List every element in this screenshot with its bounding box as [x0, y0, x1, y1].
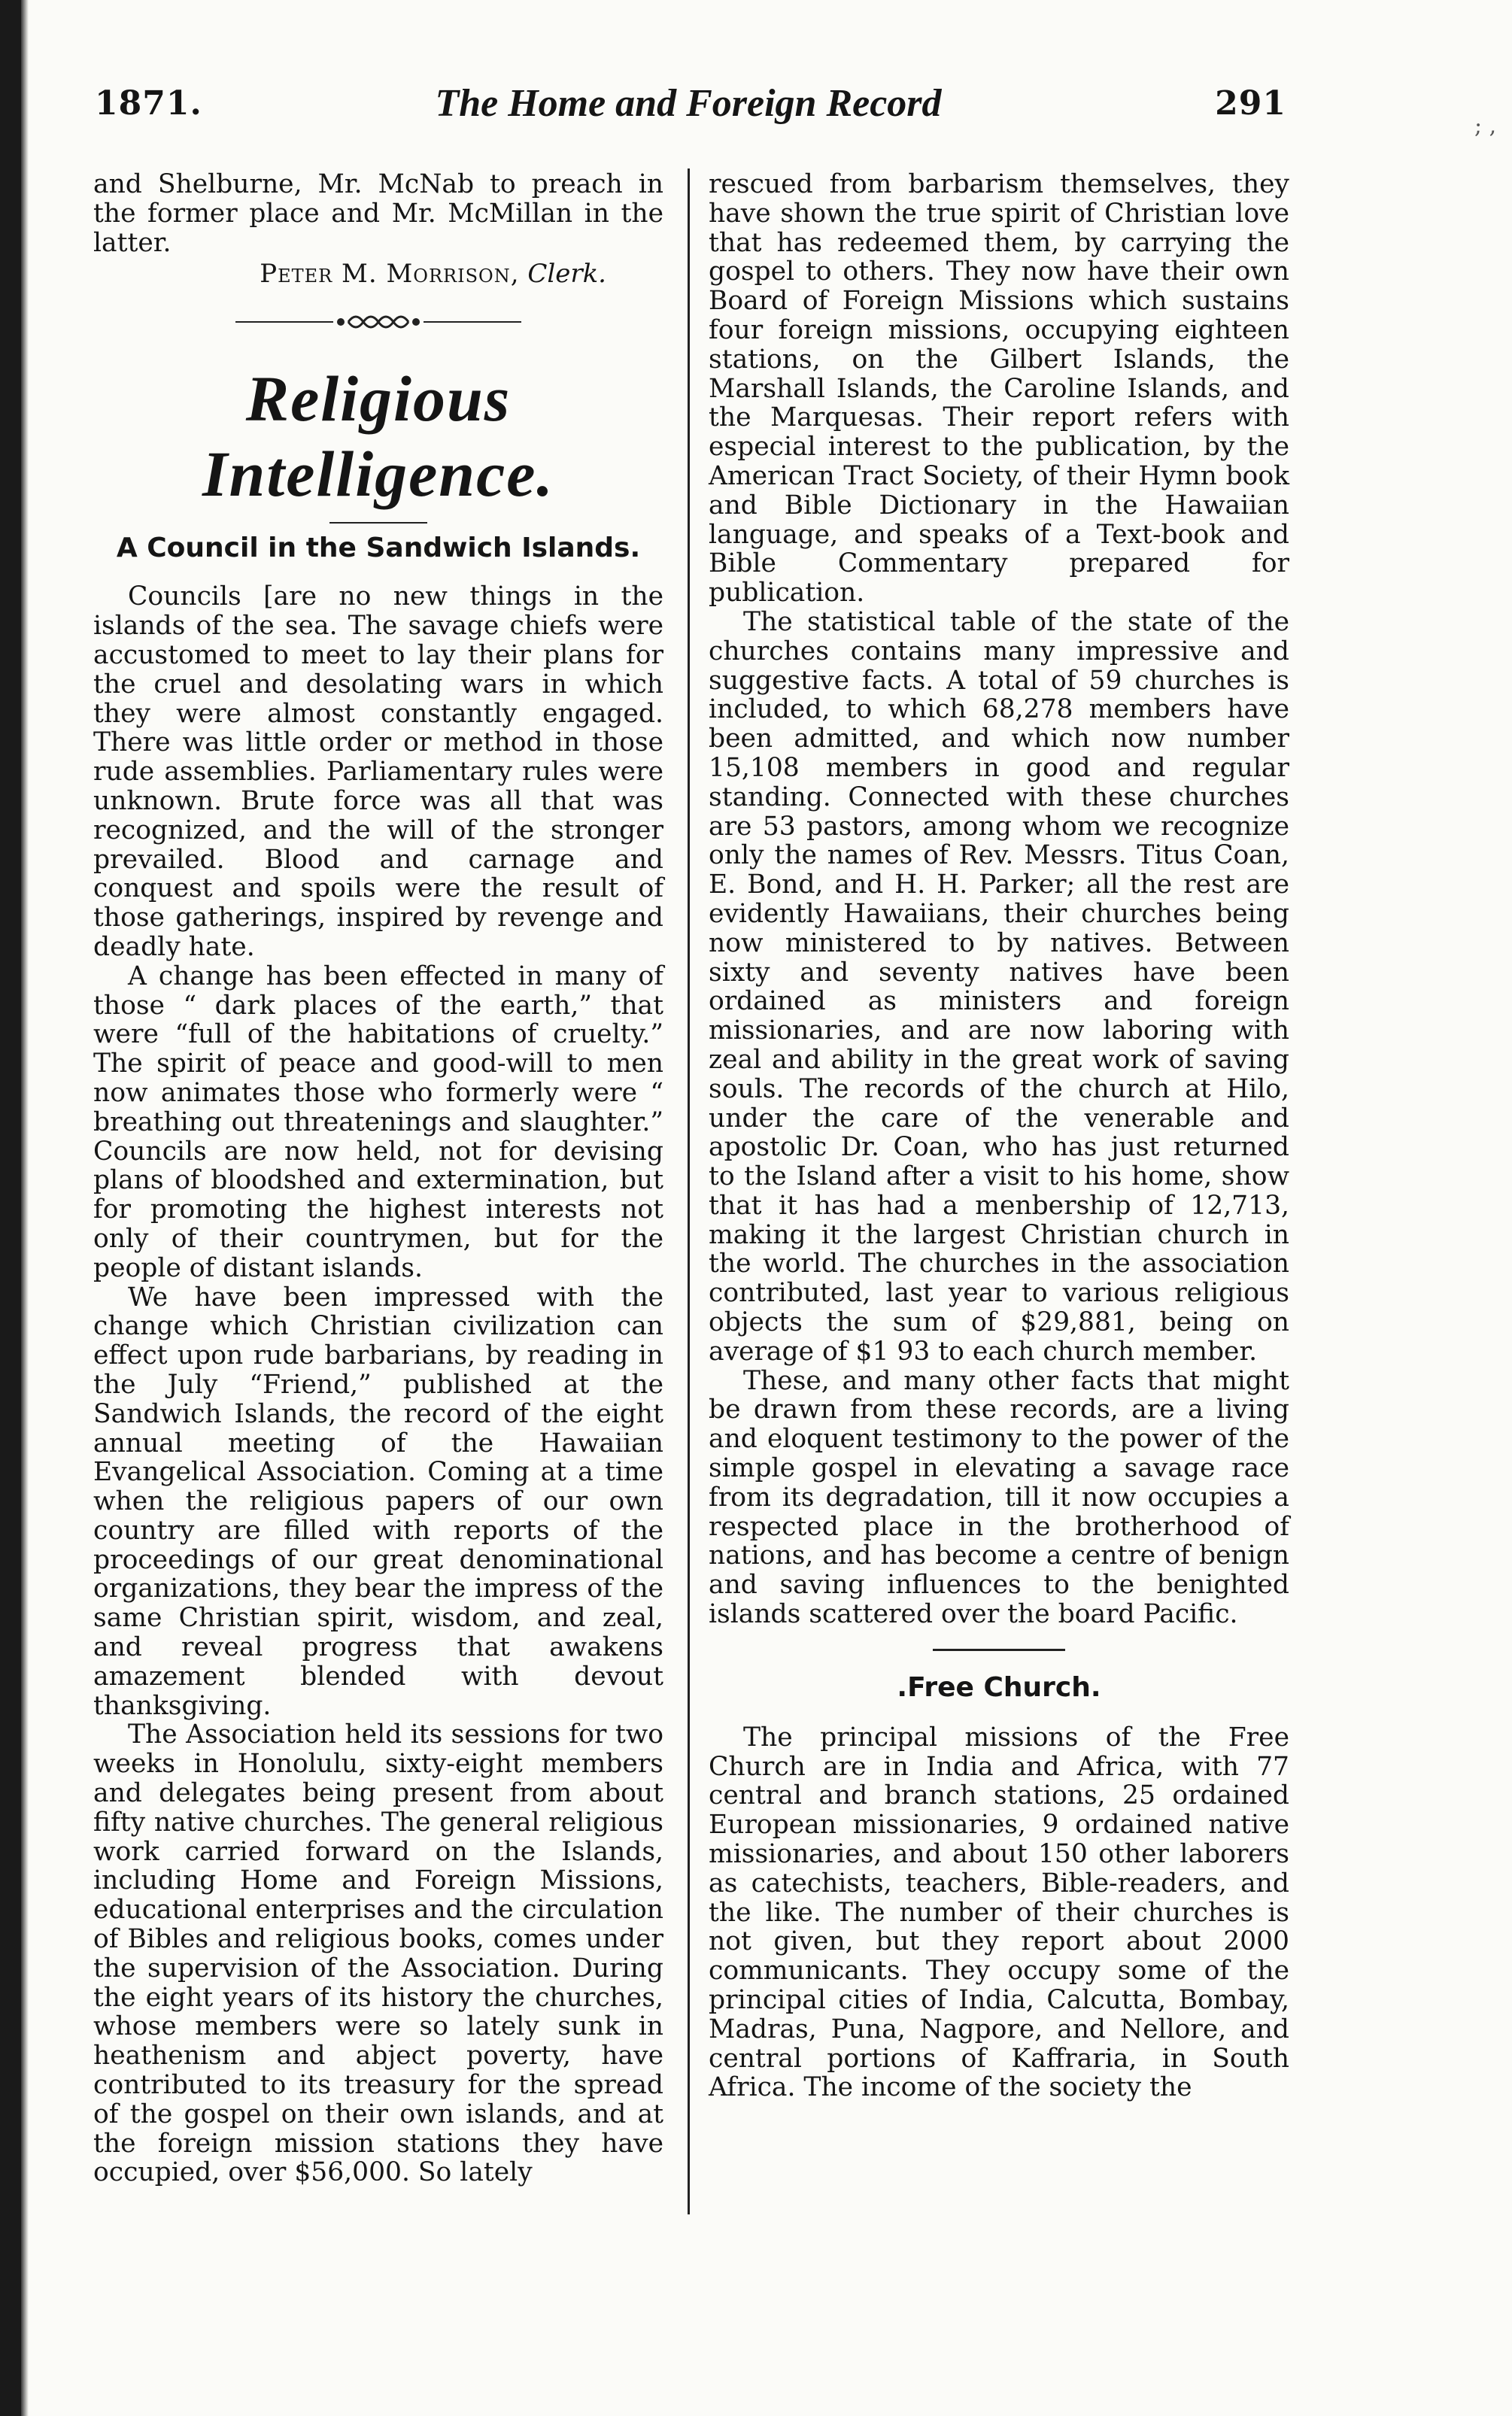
scan-edge-bar — [0, 0, 21, 2416]
paragraph-2: A change has been effected in many of those “ dark places of the earth,” that were “full of the habitations of cruelty.” The spirit of peace and good-will to men now animates those who formerly were “ breathing out threatenings and slaughter.” Councils are now held, not for devising plans of bloodshed and extermination, but for promoting the highest interests not only of their countrymen, but for the people of distant islands. — [93, 961, 663, 1283]
column-divider — [688, 168, 690, 2214]
header-page-number: 291 — [1215, 84, 1286, 123]
article-title-free-church: .Free Church. — [897, 1671, 1101, 1703]
paragraph-8: The principal missions of the Free Church are in India and Africa, with 77 central and branch stations, 25 ordained European missionaries, 9 ordained native missionaries, and about 150 other laborers as catechists, teachers, Bible-readers, and the like. The number of their churches is not given, but they report about 2000 communicants. They occupy some of the principal cities of India, Calcutta, Bombay, Madras, Puna, Nagpore, and Nellore, and central portions of Kaffraria, in South Africa. The income of the society the — [709, 1722, 1289, 2103]
paragraph-4: The Association held its sessions for two weeks in Honolulu, sixty-eight members and delegates being present from about fifty native churches. The general religious work carried forward on the Islands, including Home and Foreign Missions, educational enterprises and the circulation of Bibles and religious books, comes under the supervision of the Association. During the eight years of its history the churches, whose members were so lately sunk in heathenism and abject poverty, have contributed to its treasury for the spread of the gospel on their own islands, and at the foreign mission stations they have occupied, over $56,000. So lately — [93, 1719, 663, 2188]
right-column — [709, 170, 1289, 2102]
short-rule — [933, 1649, 1065, 1651]
paragraph-6: The statistical table of the state of the churches contains many impressive and suggestive facts. A total of 59 churches is included, to which 68,278 members have been admitted, and which now number 15,108 members in good and regular standing. Connected with these churches are 53 pastors, among whom we recognize only the names of Rev. Messrs. Titus Coan, E. Bond, and H. H. Parker; all the rest are evidently Hawaiians, their churches being now ministered to by natives. Between sixty and seventy natives have been ordained as ministers and foreign missionaries, and are now laboring with zeal and ability in the great work of saving souls. The records of the church at Hilo, under the care of the venerable and apostolic Dr. Coan, who has just returned to the Island after a visit to his home, show that it has had a menbership of 12,713, making it the largest Christian church in the world. The churches in the association contributed, last year to various religious objects the sum of $29,881, being on average of $1 93 to each church member. — [709, 606, 1289, 1367]
left-column — [93, 170, 663, 2187]
paragraph-1: Councils [are no new things in the islands of the sea. The savage chiefs were accustomed to meet to lay their plans for the cruel and desolating wars in which they were almost constantly engaged. There was little order or method in those rude assemblies. Parliamentary rules were unknown. Brute force was all that was recognized, and the will of the stronger prevailed. Blood and carnage and conquest and spoils were the result of those gatherings, inspired by revenge and deadly hate. — [93, 581, 663, 962]
paragraph-7: These, and many other facts that might be drawn from these records, are a living and eloquent testimony to the power of the simple gospel in elevating a savage race from its degradation, till it now occupies a respected place in the brotherhood of nations, and has become a centre of benign and saving influences to the benighted islands scattered over the board Pacific. — [709, 1365, 1289, 1630]
scan-specks: ; , — [1474, 113, 1497, 139]
intro-paragraph: and Shelburne, Mr. McNab to preach in the former place and Mr. McMillan in the latter. — [93, 169, 663, 258]
ornament-divider-icon — [93, 307, 663, 346]
section-rule — [329, 522, 427, 524]
signature-name: Peter M. Morrison, — [260, 259, 520, 290]
signature — [93, 259, 663, 289]
section-title: Religious Intelligence. — [202, 363, 554, 511]
header-title: The Home and Foreign Record — [435, 82, 942, 125]
paragraph-5: rescued from barbarism themselves, they have shown the true spirit of Christian love that has redeemed them, by carrying the gospel to others. They now have their own Board of Foreign Missions which sustains four foreign missions, occupying eighteen stations, on the Gilbert Islands, the Marshall Islands, the Caroline Islands, and the Marquesas. Their report refers with especial interest to the publication, by the American Tract Society, of their Hymn book and Bible Dictionary in the Hawaiian language, and speaks of a Text-book and Bible Commentary prepared for publication. — [709, 169, 1289, 609]
signature-role: Clerk. — [527, 259, 606, 290]
paragraph-3: We have been impressed with the change which Christian civilization can effect upon rude barbarians, by reading in the July “Friend,” published at the Sandwich Islands, the record of the eight annual meeting of the Hawaiian Evangelical Association. Coming at a time when the religious papers of our own country are filled with reports of the proceedings of our great denominational organizations, they bear the impress of the same Christian spirit, wisdom, and zeal, and reveal progress that awakens amazement blended with devout thanksgiving. — [93, 1282, 663, 1721]
article-title-council: A Council in the Sandwich Islands. — [116, 533, 641, 564]
header-year: 1871. — [95, 84, 202, 123]
page-header — [90, 84, 1286, 137]
